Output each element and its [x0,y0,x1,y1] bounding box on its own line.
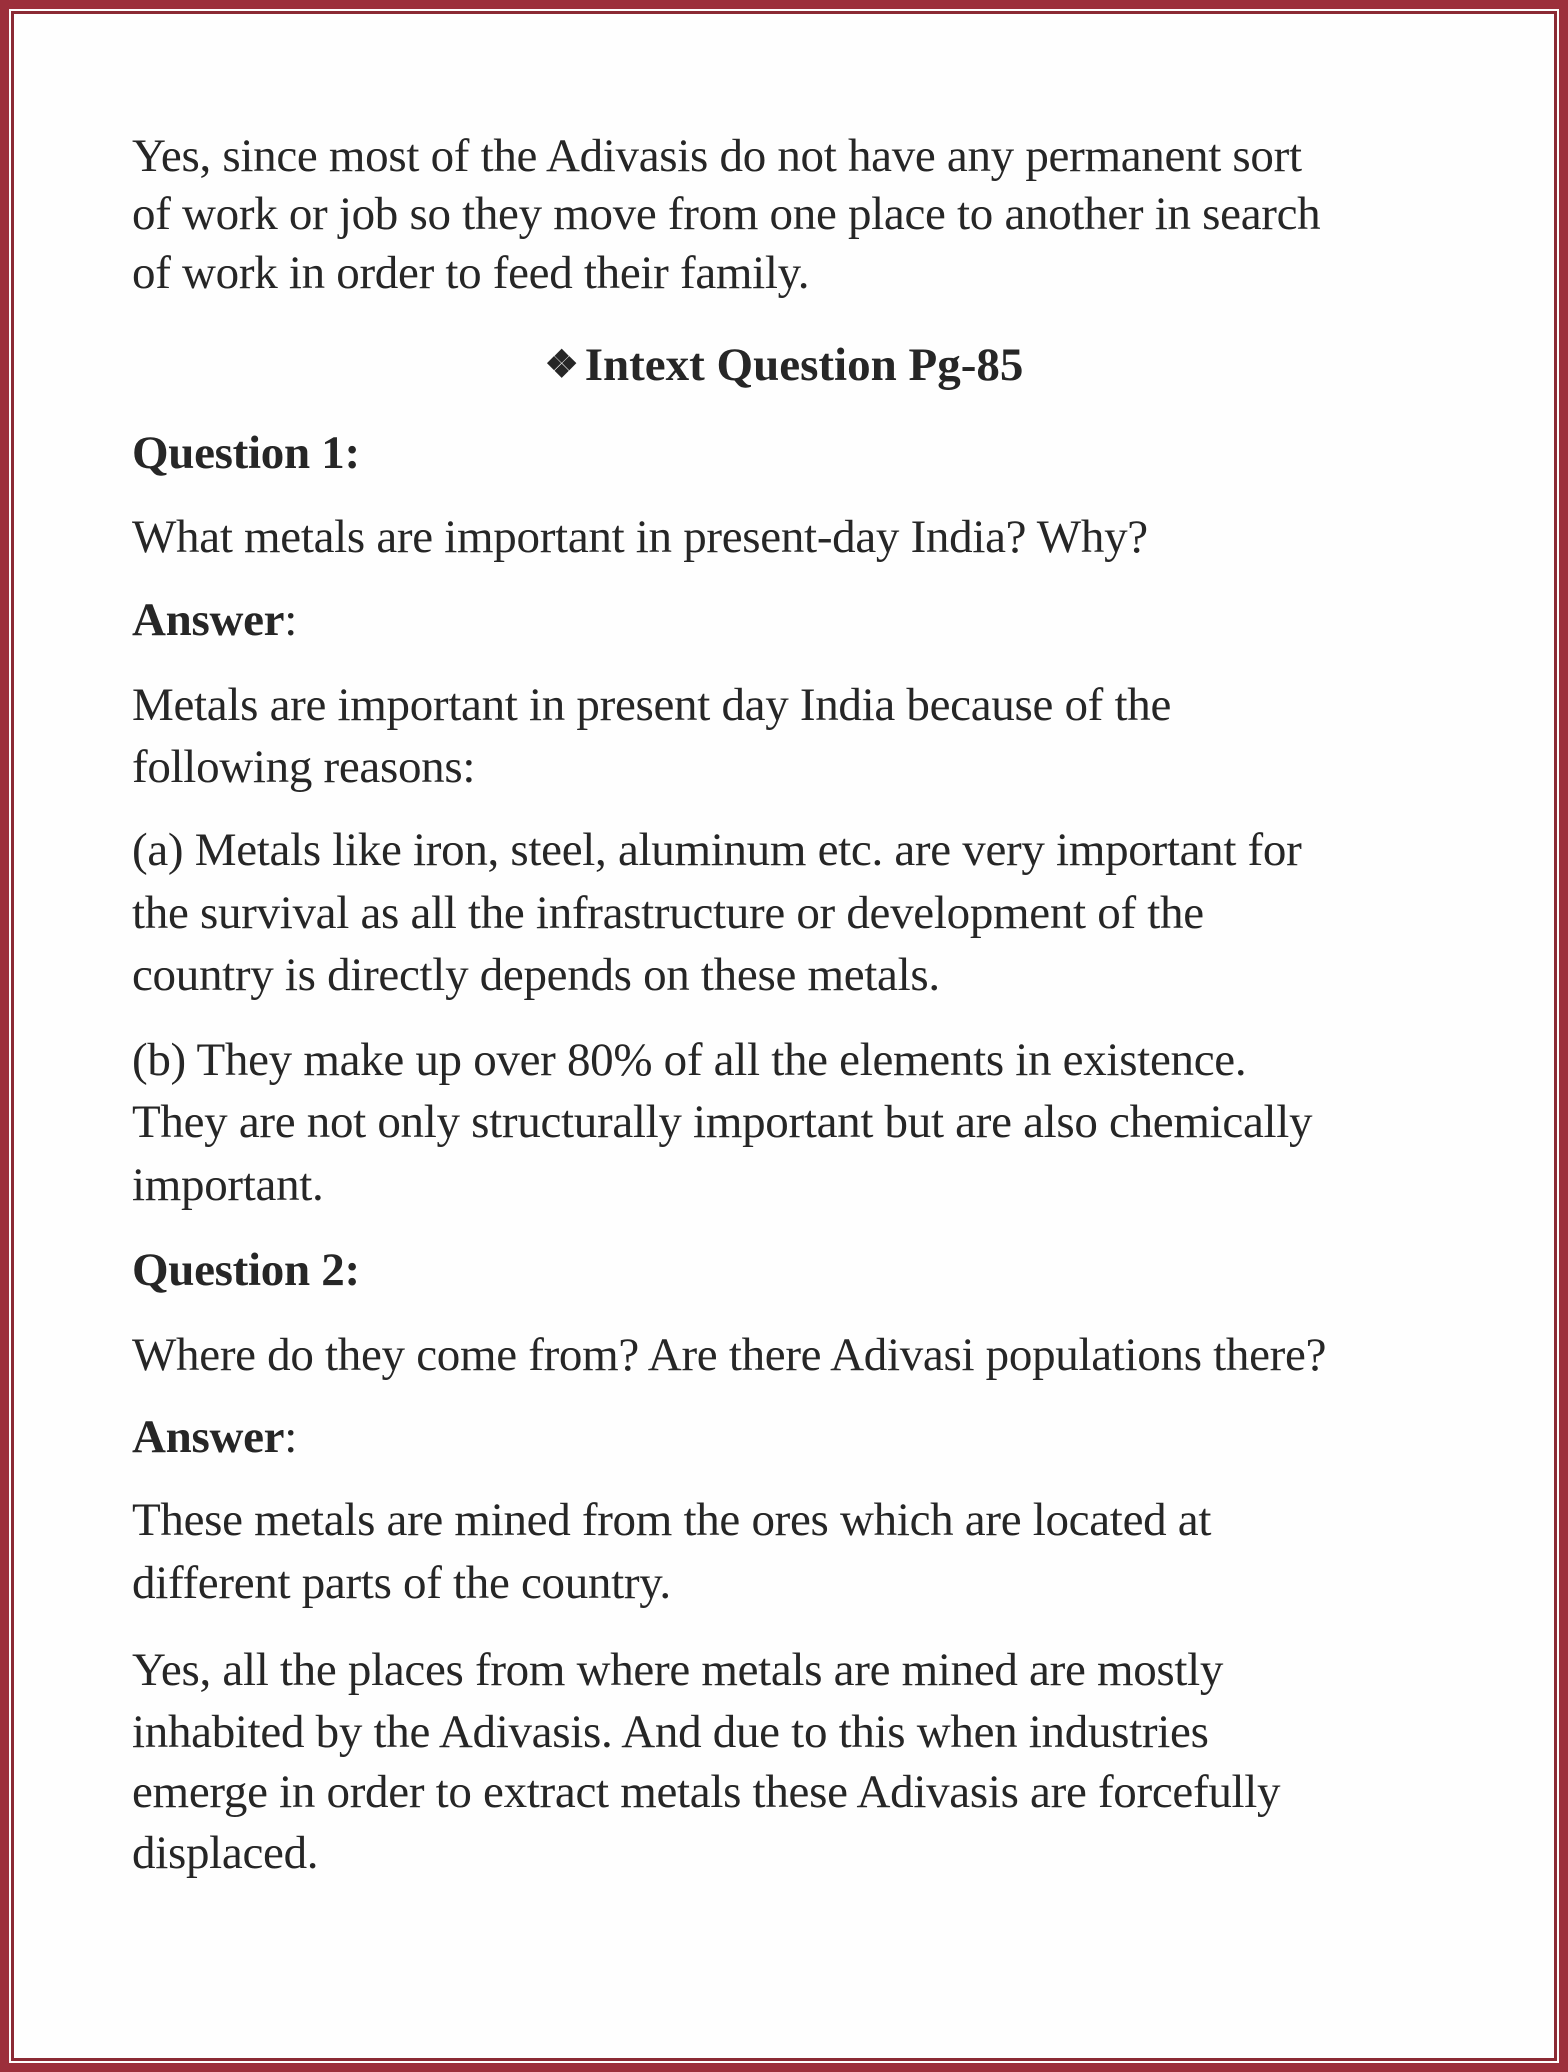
question-1-label: Question 1: [132,427,360,479]
answer-2-paragraph-line: different parts of the country. [132,1557,671,1609]
answer-1-paragraph-line: Metals are important in present day India because of the [132,679,1172,731]
answer-1-label [132,594,298,646]
answer-2-label [132,1411,298,1463]
answer-1-point-a-line: the survival as all the infrastructure or development of the [132,887,1204,939]
answer-1-point-b-line: They are not only structurally important but are also chemically [132,1096,1313,1148]
four-diamond-bullet-icon: ❖ [544,344,579,386]
answer-2-paragraph-line: These metals are mined from the ores which are located at [132,1494,1212,1546]
answer-colon: : [284,594,298,646]
intro-line: of work or job so they move from one place to another in search [132,188,1321,240]
answer-2-paragraph-line: Yes, all the places from where metals are mined are mostly [132,1644,1224,1696]
question-2-text: Where do they come from? Are there Adivasi populations there? [132,1329,1327,1381]
answer-2-paragraph-line: emerge in order to extract metals these Adivasis are forcefully [132,1766,1281,1818]
answer-1-point-b-line: (b) They make up over 80% of all the elements in existence. [132,1034,1247,1086]
question-1-text: What metals are important in present-day India? Why? [132,511,1148,563]
question-2-label: Question 2: [132,1244,360,1296]
answer-2-paragraph-line: inhabited by the Adivasis. And due to this when industries [132,1706,1209,1758]
answer-1-point-a-line: country is directly depends on these metals. [132,949,940,1001]
section-heading [0,339,1568,391]
answer-2-paragraph-line: displaced. [132,1827,319,1879]
answer-colon: : [284,1411,298,1463]
answer-label-text: Answer [132,1411,285,1463]
intro-line: of work in order to feed their family. [132,247,810,299]
answer-1-point-a-line: (a) Metals like iron, steel, aluminum etc. are very important for [132,824,1302,876]
answer-1-paragraph-line: following reasons: [132,741,476,793]
intro-line: Yes, since most of the Adivasis do not have any permanent sort [132,130,1302,182]
answer-label-text: Answer [132,594,285,646]
section-heading-text: Intext Question Pg-85 [584,339,1024,391]
answer-1-point-b-line: important. [132,1159,324,1211]
